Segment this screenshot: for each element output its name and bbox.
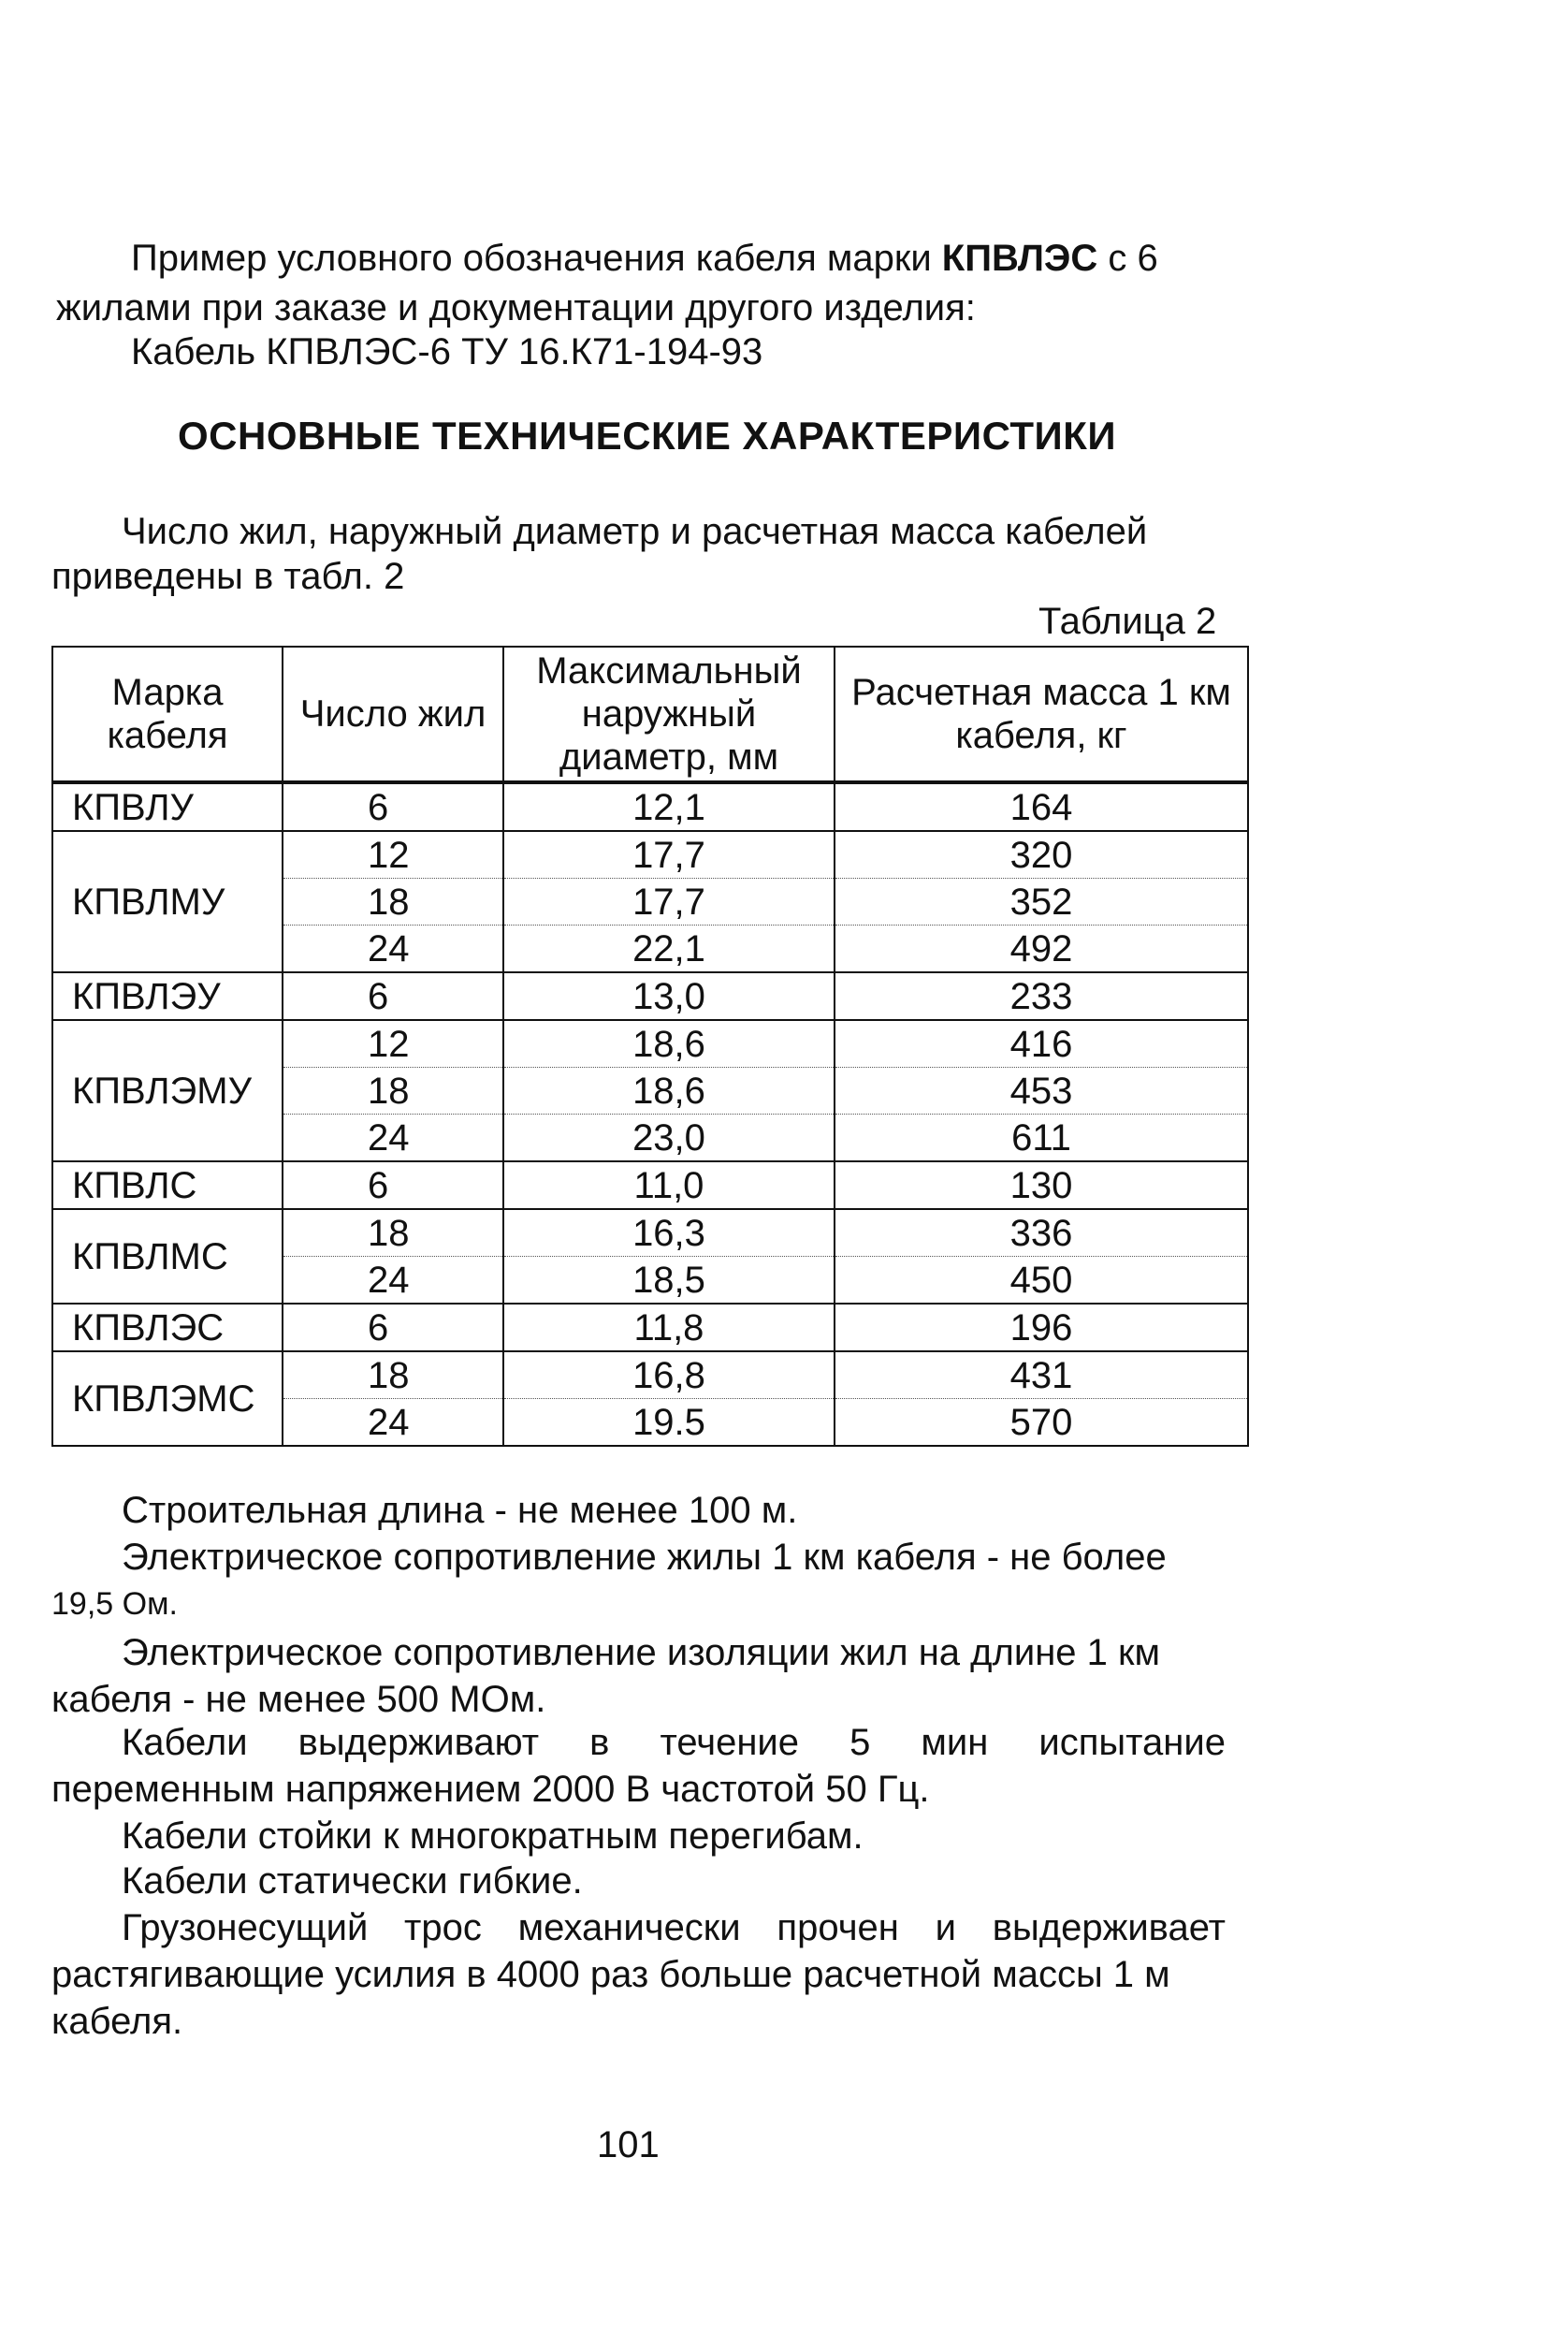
cable-mark: КПВЛЭС [941,238,1098,279]
page-number: 101 [597,2124,660,2165]
spec-flexible: Кабели статически гибкие. [122,1860,583,1902]
diameter-cell: 11,8 [503,1304,835,1351]
cores-cell: 6 [283,972,503,1020]
mass-cell: 164 [835,782,1248,831]
table-row [52,782,1248,831]
mass-cell: 431 [835,1351,1248,1399]
table-row [52,1304,1248,1351]
diameter-cell: 19.5 [503,1399,835,1447]
mass-cell: 453 [835,1068,1248,1115]
diameter-cell: 12,1 [503,782,835,831]
table-intro-line-2: приведены в табл. 2 [51,556,405,597]
diameter-cell: 11,0 [503,1161,835,1209]
word: мин [921,1722,989,1763]
spec-insulation-line-2: кабеля - не менее 500 МОм. [51,1679,546,1720]
table-row [52,1020,1248,1068]
diameter-cell: 13,0 [503,972,835,1020]
word: и [935,1907,956,1948]
diameter-cell: 18,5 [503,1257,835,1305]
mass-cell: 416 [835,1020,1248,1068]
brand-cell: КПВЛУ [52,782,283,831]
brand-cell: КПВЛЭМУ [52,1020,283,1161]
cores-cell: 24 [283,926,503,973]
intro-text-suffix: с 6 [1097,238,1158,279]
table-row [52,1209,1248,1257]
word: течение [660,1722,800,1763]
mass-cell: 130 [835,1161,1248,1209]
spec-bending: Кабели стойки к многократным перегибам. [122,1815,864,1857]
mass-cell: 492 [835,926,1248,973]
cores-cell: 6 [283,782,503,831]
word: трос [404,1907,482,1948]
cores-cell: 6 [283,1161,503,1209]
word: выдерживают [298,1722,540,1763]
spec-rope-line-2: растягивающие усилия в 4000 раз больше расчетной массы 1 м [51,1954,1170,1995]
brand-cell: КПВЛЭУ [52,972,283,1020]
table-row [52,831,1248,879]
diameter-cell: 23,0 [503,1115,835,1162]
cores-cell: 18 [283,1209,503,1257]
table-intro-line-1: Число жил, наружный диаметр и расчетная масса кабелей [122,511,1148,552]
word: Грузонесущий [122,1907,369,1948]
diameter-cell: 16,3 [503,1209,835,1257]
cores-cell: 24 [283,1399,503,1447]
cores-cell: 6 [283,1304,503,1351]
word: механически [517,1907,741,1948]
word: Кабели [122,1722,248,1763]
spec-rope-line-1 [122,1905,1226,1950]
mass-cell: 570 [835,1399,1248,1447]
table-row [52,972,1248,1020]
word: прочен [777,1907,899,1948]
word: в [589,1722,610,1763]
table-header-row [52,647,1248,782]
mass-cell: 336 [835,1209,1248,1257]
spec-insulation-line-1: Электрическое сопротивление изоляции жил на длине 1 км [122,1632,1160,1673]
spec-voltage-line-1 [122,1720,1226,1765]
spec-resistance-line-2: 19,5 Ом. [51,1586,178,1622]
mass-cell: 233 [835,972,1248,1020]
brand-cell: КПВЛМС [52,1209,283,1304]
spec-rope-line-3: кабеля. [51,2001,183,2042]
header-brand: Марка кабеля [52,647,283,782]
mass-cell: 196 [835,1304,1248,1351]
diameter-cell: 16,8 [503,1351,835,1399]
intro-line-2: жилами при заказе и документации другого изделия: [56,287,976,328]
word: испытание [1038,1722,1226,1763]
spec-resistance-line-1: Электрическое сопротивление жилы 1 км кабеля - не более [122,1537,1167,1578]
mass-cell: 352 [835,879,1248,926]
diameter-cell: 18,6 [503,1068,835,1115]
mass-cell: 450 [835,1257,1248,1305]
spec-length: Строительная длина - не менее 100 м. [122,1490,798,1531]
word: выдерживает [992,1907,1226,1948]
cores-cell: 18 [283,1068,503,1115]
mass-cell: 611 [835,1115,1248,1162]
header-mass: Расчетная масса 1 км кабеля, кг [835,647,1248,782]
table-row [52,1161,1248,1209]
diameter-cell: 18,6 [503,1020,835,1068]
diameter-cell: 17,7 [503,831,835,879]
header-diameter: Максимальный наружный диаметр, мм [503,647,835,782]
mass-cell: 320 [835,831,1248,879]
cores-cell: 12 [283,831,503,879]
intro-text: Пример условного обозначения кабеля марки [131,238,942,279]
section-heading: ОСНОВНЫЕ ТЕХНИЧЕСКИЕ ХАРАКТЕРИСТИКИ [178,414,1117,458]
spec-voltage-line-2: переменным напряжением 2000 В частотой 50 Гц. [51,1769,930,1810]
brand-cell: КПВЛЭМС [52,1351,283,1446]
table-row [52,1351,1248,1399]
brand-cell: КПВЛС [52,1161,283,1209]
diameter-cell: 17,7 [503,879,835,926]
brand-cell: КПВЛЭС [52,1304,283,1351]
cores-cell: 12 [283,1020,503,1068]
diameter-cell: 22,1 [503,926,835,973]
cores-cell: 24 [283,1257,503,1305]
brand-cell: КПВЛМУ [52,831,283,972]
cores-cell: 18 [283,879,503,926]
intro-line-1 [131,236,1158,281]
cable-spec-table [51,646,1249,1447]
word: 5 [849,1722,871,1763]
table-caption: Таблица 2 [1038,601,1217,642]
cores-cell: 24 [283,1115,503,1162]
header-cores: Число жил [283,647,503,782]
intro-line-3: Кабель КПВЛЭС-6 ТУ 16.К71-194-93 [131,331,763,372]
cores-cell: 18 [283,1351,503,1399]
